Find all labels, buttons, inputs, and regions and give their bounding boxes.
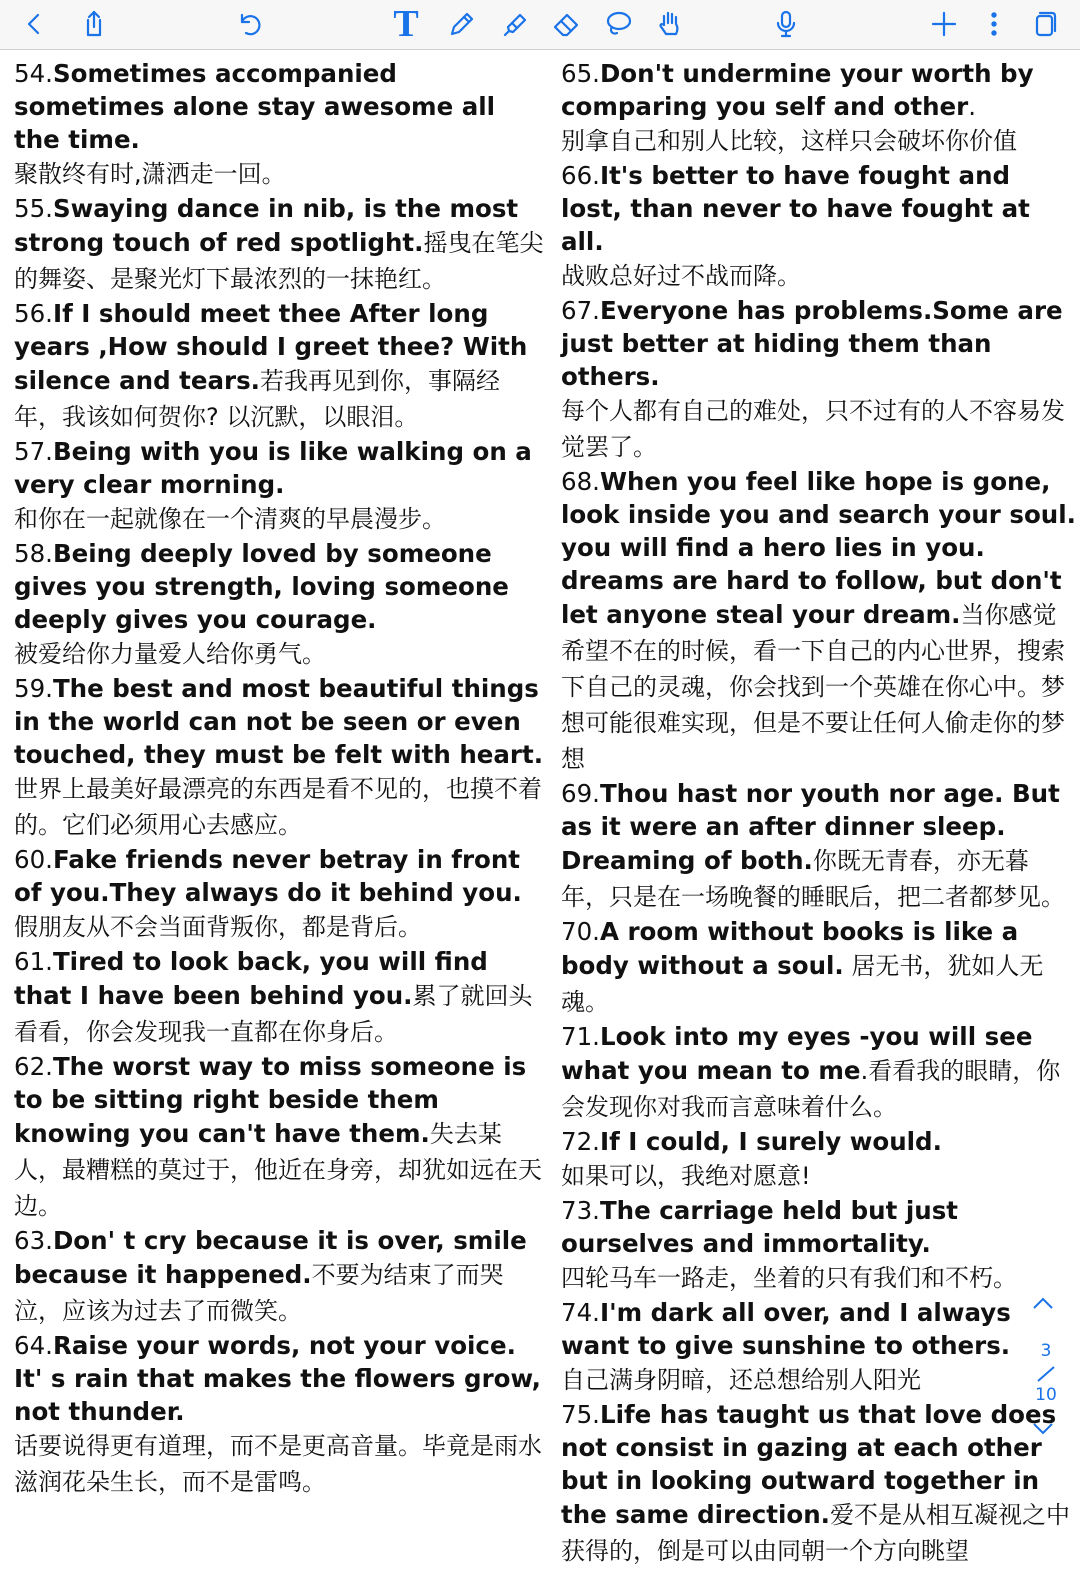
quote-entry bbox=[14, 672, 544, 843]
quote-english: Look into my eyes -you will see what you mean to me bbox=[561, 1022, 1033, 1085]
quote-entry bbox=[561, 1398, 1076, 1569]
quote-english: The worst way to miss someone is to be sitting right beside them knowing you can't have them. bbox=[14, 1052, 527, 1148]
quote-english: When you feel like hope is gone, look inside you and search your soul. you will find a hero lies in you. dreams are hard to follow, but don't let anyone steal your dream. bbox=[561, 467, 1076, 629]
quote-chinese: 若我再见到你，事隔经年，我该如何贺你? 以沉默，以眼泪。 bbox=[14, 367, 500, 431]
quote-number: 57. bbox=[14, 437, 53, 466]
quote-chinese: 居无书，犹如人无魂。 bbox=[561, 952, 1044, 1016]
quote-entry bbox=[14, 192, 544, 297]
quote-chinese: 累了就回头看看，你会发现我一直都在你身后。 bbox=[14, 982, 533, 1046]
undo-icon[interactable] bbox=[229, 4, 269, 44]
quote-english: If I should meet thee After long years ,How should I greet thee? With silence and tears. bbox=[14, 299, 528, 395]
quote-number: 62. bbox=[14, 1052, 53, 1081]
quote-english: The best and most beautiful things in the world can not be seen or even touched, they must be felt with heart. bbox=[14, 674, 544, 769]
quote-entry bbox=[561, 1125, 1076, 1194]
quote-chinese: 假朋友从不会当面背叛你，都是背后。 bbox=[14, 913, 422, 941]
quote-english: Everyone has problems.Some are just better at hiding them than others. bbox=[561, 296, 1063, 391]
quote-number: 59. bbox=[14, 674, 53, 703]
quote-number: 73. bbox=[561, 1196, 600, 1225]
quote-english: It's better to have fought and lost, than never to have fought at all. bbox=[561, 161, 1030, 256]
quote-english: Fake friends never betray in front of you.They always do it behind you. bbox=[14, 845, 522, 907]
quote-chinese: 四轮马车一路走，坐着的只有我们和不朽。 bbox=[561, 1264, 1017, 1292]
quote-chinese: 不要为结束了而哭泣，应该为过去了而微笑。 bbox=[14, 1261, 504, 1325]
quote-number: 55. bbox=[14, 194, 53, 223]
quote-entry bbox=[14, 297, 544, 435]
quote-chinese: 每个人都有自己的难处，只不过有的人不容易发觉罢了。 bbox=[561, 397, 1065, 461]
quote-entry bbox=[561, 159, 1076, 294]
current-page-number: 3 bbox=[1040, 1341, 1052, 1361]
share-icon[interactable] bbox=[73, 4, 113, 44]
quote-number: 75. bbox=[561, 1400, 600, 1429]
quote-chinese: 自己满身阴暗，还总想给别人阳光 bbox=[561, 1366, 921, 1394]
page-up-icon[interactable] bbox=[1032, 1295, 1060, 1319]
quote-tail: . bbox=[968, 92, 977, 121]
quote-entry bbox=[561, 1194, 1076, 1296]
quote-number: 67. bbox=[561, 296, 600, 325]
quote-entry bbox=[14, 1224, 544, 1329]
quote-english: Don't undermine your worth by comparing you self and other bbox=[561, 59, 1034, 121]
quote-entry bbox=[561, 1296, 1076, 1398]
quote-chinese: 和你在一起就像在一个清爽的早晨漫步。 bbox=[14, 505, 446, 533]
quote-english: Tired to look back, you will find that I have been behind you. bbox=[14, 947, 488, 1010]
quote-chinese: 你既无青春，亦无暮年，只是在一场晚餐的睡眠后，把二者都梦见。 bbox=[561, 847, 1065, 911]
lasso-icon[interactable] bbox=[598, 4, 638, 44]
add-icon[interactable] bbox=[924, 4, 964, 44]
quote-chinese: 失去某人，最糟糕的莫过于，他近在身旁，却犹如远在天边。 bbox=[14, 1120, 542, 1220]
back-icon[interactable] bbox=[14, 4, 54, 44]
quote-entry bbox=[14, 945, 544, 1050]
quote-chinese: 话要说得更有道理，而不是更高音量。毕竟是雨水滋润花朵生长，而不是雷鸣。 bbox=[14, 1432, 542, 1496]
quote-english: The carriage held but just ourselves and immortality. bbox=[561, 1196, 958, 1258]
eraser-icon[interactable] bbox=[546, 4, 586, 44]
quote-chinese: 如果可以，我绝对愿意! bbox=[561, 1162, 811, 1190]
pen-icon[interactable] bbox=[441, 4, 481, 44]
right-column bbox=[561, 57, 1076, 1569]
quote-number: 69. bbox=[561, 779, 600, 808]
quote-chinese: 聚散终有时,潇洒走一回。 bbox=[14, 160, 286, 188]
quote-chinese: 当你感觉希望不在的时候，看一下自己的内心世界，搜索下自己的灵魂，你会找到一个英雄在你心中。梦想可能很难实现，但是不要让任何人偷走你的梦想 bbox=[561, 601, 1065, 773]
quote-entry bbox=[561, 777, 1076, 915]
quote-number: 65. bbox=[561, 59, 600, 88]
quote-number: 63. bbox=[14, 1226, 53, 1255]
page-navigator bbox=[1026, 1295, 1066, 1445]
document-page bbox=[0, 51, 1080, 1565]
quote-number: 71. bbox=[561, 1022, 600, 1051]
quote-chinese: 别拿自己和别人比较，这样只会破坏你价值 bbox=[561, 127, 1017, 155]
page-divider bbox=[1034, 1365, 1058, 1383]
quote-entry bbox=[561, 465, 1076, 777]
quote-english: Sometimes accompanied sometimes alone stay awesome all the time. bbox=[14, 59, 496, 154]
quote-entry bbox=[561, 57, 1076, 159]
quote-entry bbox=[561, 915, 1076, 1020]
quote-number: 60. bbox=[14, 845, 53, 874]
quote-chinese: 摇曳在笔尖的舞姿、是聚光灯下最浓烈的一抹艳红。 bbox=[14, 229, 544, 293]
quote-number: 72. bbox=[561, 1127, 600, 1156]
quote-chinese: 世界上最美好最漂亮的东西是看不见的，也摸不着的。它们必须用心去感应。 bbox=[14, 775, 542, 839]
quote-chinese: 被爱给你力量爱人给你勇气。 bbox=[14, 640, 326, 668]
quote-tail: . bbox=[860, 1056, 869, 1085]
quote-chinese: 爱不是从相互凝视之中获得的，倒是可以由同朝一个方向眺望 bbox=[561, 1501, 1070, 1565]
highlighter-icon[interactable] bbox=[495, 4, 535, 44]
quote-entry bbox=[561, 294, 1076, 465]
quote-number: 61. bbox=[14, 947, 53, 976]
quote-number: 66. bbox=[561, 161, 600, 190]
quote-english: A room without books is like a body without a soul. bbox=[561, 917, 1019, 980]
quote-number: 64. bbox=[14, 1331, 53, 1360]
quote-english: Being with you is like walking on a very clear morning. bbox=[14, 437, 532, 499]
quote-entry bbox=[14, 435, 544, 537]
quote-number: 74. bbox=[561, 1298, 600, 1327]
quote-english: I'm dark all over, and I always want to give sunshine to others. bbox=[561, 1298, 1011, 1360]
quote-entry bbox=[14, 843, 544, 945]
quote-number: 54. bbox=[14, 59, 53, 88]
more-icon[interactable] bbox=[974, 4, 1014, 44]
total-pages-number: 10 bbox=[1035, 1385, 1057, 1405]
quote-entry bbox=[561, 1020, 1076, 1125]
quote-number: 58. bbox=[14, 539, 53, 568]
toolbar bbox=[0, 0, 1080, 50]
left-column bbox=[14, 57, 544, 1500]
quote-entry bbox=[14, 1329, 544, 1500]
microphone-icon[interactable] bbox=[766, 4, 806, 44]
quote-entry bbox=[14, 1050, 544, 1224]
quote-number: 68. bbox=[561, 467, 600, 496]
quote-english: Life has taught us that love does not consist in gazing at each other but in looking outward together in the same direction. bbox=[561, 1400, 1057, 1529]
quote-entry bbox=[14, 537, 544, 672]
quote-english: Don' t cry because it is over, smile because it happened. bbox=[14, 1226, 527, 1289]
page-down-icon[interactable] bbox=[1032, 1421, 1060, 1445]
quote-english: Raise your words, not your voice. It' s rain that makes the flowers grow, not thunder. bbox=[14, 1331, 541, 1426]
quote-number: 56. bbox=[14, 299, 53, 328]
quote-number: 70. bbox=[561, 917, 600, 946]
pages-icon[interactable] bbox=[1024, 4, 1064, 44]
quote-english: If I could, I surely would. bbox=[599, 1127, 942, 1156]
quote-english: Swaying dance in nib, is the most strong touch of red spotlight. bbox=[14, 194, 519, 257]
text-tool-icon[interactable]: T bbox=[393, 3, 419, 45]
quote-english: Thou hast nor youth nor age. But as it were an after dinner sleep. Dreaming of both. bbox=[561, 779, 1060, 875]
quote-chinese: 战败总好过不战而降。 bbox=[561, 262, 801, 290]
hand-icon[interactable] bbox=[650, 4, 690, 44]
quote-entry bbox=[14, 57, 544, 192]
quote-english: Being deeply loved by someone gives you strength, loving someone deeply gives you courage. bbox=[14, 539, 509, 634]
quote-chinese: 看看我的眼睛，你会发现你对我而言意味着什么。 bbox=[561, 1057, 1061, 1121]
